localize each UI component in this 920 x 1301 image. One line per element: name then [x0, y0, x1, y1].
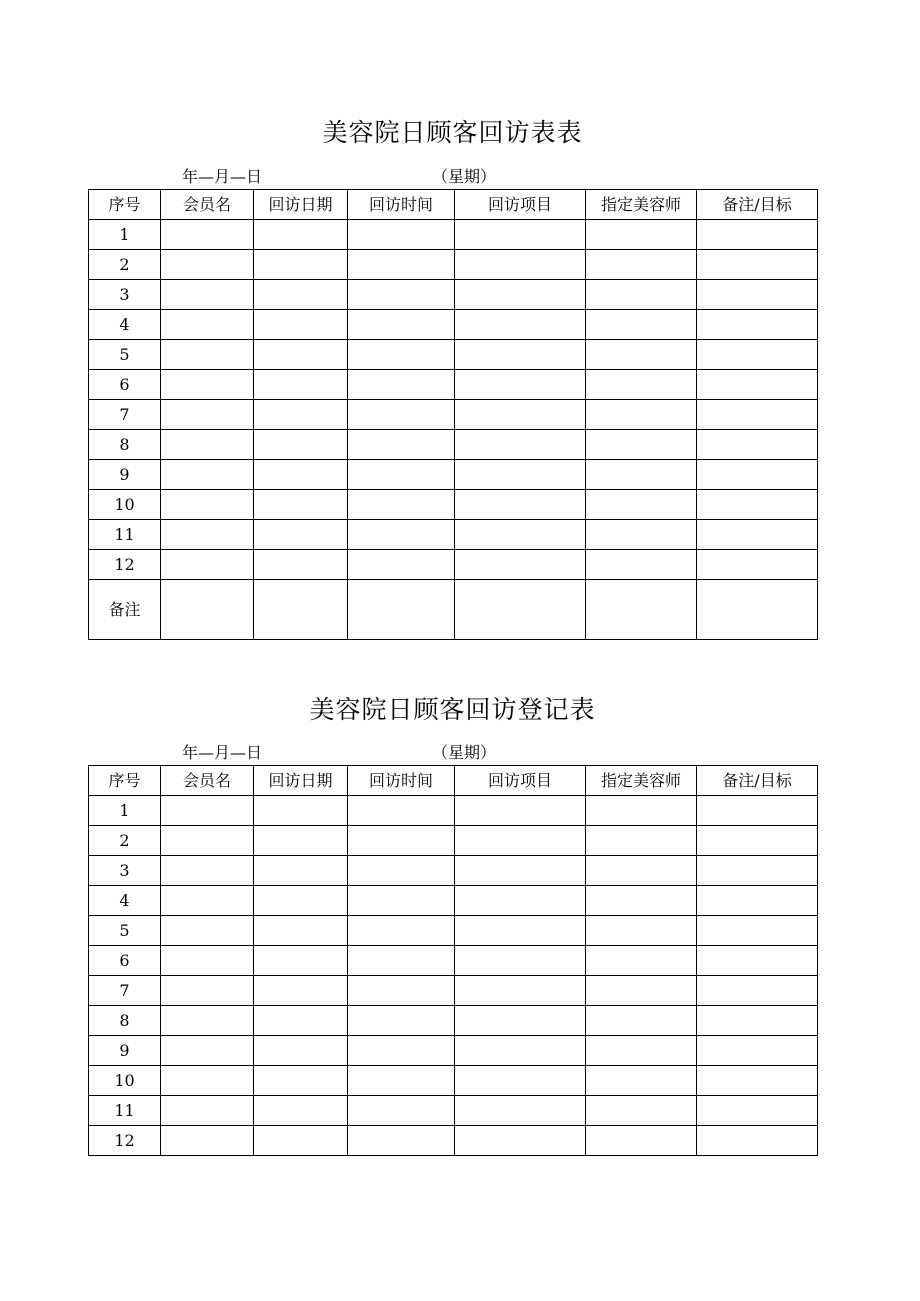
row-number: 9	[89, 460, 161, 490]
beautician-cell[interactable]	[586, 280, 697, 310]
beautician-cell[interactable]	[586, 856, 697, 886]
date-label: 年—月—日	[182, 743, 263, 762]
visit-item-cell[interactable]	[455, 1006, 586, 1036]
visit-date-cell[interactable]	[254, 400, 348, 430]
beautician-cell[interactable]	[586, 520, 697, 550]
visit-date-cell[interactable]	[254, 826, 348, 856]
visit-date-cell[interactable]	[254, 1096, 348, 1126]
row-number: 7	[89, 976, 161, 1006]
col-header-visit-date: 回访日期	[254, 766, 348, 796]
visit-item-cell[interactable]	[455, 1096, 586, 1126]
visit-table	[88, 189, 818, 640]
remarks-row	[89, 580, 818, 640]
header-row	[89, 766, 818, 796]
visit-date-cell[interactable]	[254, 220, 348, 250]
visit-item-cell[interactable]	[455, 370, 586, 400]
visit-date-cell[interactable]	[254, 280, 348, 310]
remarks-cell[interactable]	[348, 580, 455, 640]
notes-cell[interactable]	[697, 520, 818, 550]
member-name-cell[interactable]	[161, 1126, 254, 1156]
visit-item-cell[interactable]	[455, 1036, 586, 1066]
table-row	[89, 886, 818, 916]
visit-time-cell[interactable]	[348, 1006, 455, 1036]
table-row	[89, 550, 818, 580]
date-line	[88, 166, 817, 188]
col-header-beautician: 指定美容师	[586, 190, 697, 220]
table-row	[89, 460, 818, 490]
row-number: 9	[89, 1036, 161, 1066]
row-number: 12	[89, 550, 161, 580]
notes-cell[interactable]	[697, 310, 818, 340]
table-row	[89, 490, 818, 520]
visit-time-cell[interactable]	[348, 1066, 455, 1096]
visit-date-cell[interactable]	[254, 856, 348, 886]
row-number: 10	[89, 1066, 161, 1096]
member-name-cell[interactable]	[161, 550, 254, 580]
notes-cell[interactable]	[697, 220, 818, 250]
member-name-cell[interactable]	[161, 250, 254, 280]
visit-item-cell[interactable]	[455, 886, 586, 916]
table-row	[89, 1096, 818, 1126]
member-name-cell[interactable]	[161, 520, 254, 550]
col-header-notes-goal: 备注/目标	[697, 766, 818, 796]
beautician-cell[interactable]	[586, 796, 697, 826]
visit-date-cell[interactable]	[254, 250, 348, 280]
date-label: 年—月—日	[182, 167, 263, 186]
visit-item-cell[interactable]	[455, 400, 586, 430]
col-header-notes-goal: 备注/目标	[697, 190, 818, 220]
visit-date-cell[interactable]	[254, 550, 348, 580]
remarks-label: 备注	[89, 580, 161, 640]
col-header-member-name: 会员名	[161, 190, 254, 220]
member-name-cell[interactable]	[161, 490, 254, 520]
table-row	[89, 220, 818, 250]
visit-time-cell[interactable]	[348, 976, 455, 1006]
form-title: 美容院日顾客回访表表	[322, 118, 583, 147]
visit-time-cell[interactable]	[348, 1096, 455, 1126]
table-row	[89, 340, 818, 370]
visit-item-cell[interactable]	[455, 310, 586, 340]
visit-date-cell[interactable]	[254, 886, 348, 916]
beautician-cell[interactable]	[586, 976, 697, 1006]
visit-time-cell[interactable]	[348, 400, 455, 430]
member-name-cell[interactable]	[161, 976, 254, 1006]
notes-cell[interactable]	[697, 976, 818, 1006]
notes-cell[interactable]	[697, 886, 818, 916]
notes-cell[interactable]	[697, 826, 818, 856]
table-row	[89, 1006, 818, 1036]
member-name-cell[interactable]	[161, 430, 254, 460]
visit-time-cell[interactable]	[348, 550, 455, 580]
visit-time-cell[interactable]	[348, 520, 455, 550]
notes-cell[interactable]	[697, 856, 818, 886]
visit-time-cell[interactable]	[348, 220, 455, 250]
col-header-number: 序号	[89, 190, 161, 220]
notes-cell[interactable]	[697, 280, 818, 310]
col-header-visit-item: 回访项目	[455, 190, 586, 220]
notes-cell[interactable]	[697, 1126, 818, 1156]
table-row	[89, 1126, 818, 1156]
member-name-cell[interactable]	[161, 1036, 254, 1066]
visit-time-cell[interactable]	[348, 826, 455, 856]
visit-date-cell[interactable]	[254, 340, 348, 370]
member-name-cell[interactable]	[161, 220, 254, 250]
visit-item-cell[interactable]	[455, 946, 586, 976]
beautician-cell[interactable]	[586, 550, 697, 580]
row-number: 6	[89, 370, 161, 400]
table-row	[89, 520, 818, 550]
visit-item-cell[interactable]	[455, 490, 586, 520]
table-row	[89, 916, 818, 946]
beautician-cell[interactable]	[586, 1036, 697, 1066]
table-row	[89, 1066, 818, 1096]
table-row	[89, 946, 818, 976]
notes-cell[interactable]	[697, 1066, 818, 1096]
visit-date-cell[interactable]	[254, 976, 348, 1006]
notes-cell[interactable]	[697, 460, 818, 490]
notes-cell[interactable]	[697, 1006, 818, 1036]
visit-item-cell[interactable]	[455, 460, 586, 490]
member-name-cell[interactable]	[161, 856, 254, 886]
row-number: 5	[89, 340, 161, 370]
member-name-cell[interactable]	[161, 1096, 254, 1126]
visit-date-cell[interactable]	[254, 946, 348, 976]
member-name-cell[interactable]	[161, 1066, 254, 1096]
visit-time-cell[interactable]	[348, 886, 455, 916]
table-row	[89, 370, 818, 400]
notes-cell[interactable]	[697, 400, 818, 430]
visit-time-cell[interactable]	[348, 1036, 455, 1066]
col-header-number: 序号	[89, 766, 161, 796]
notes-cell[interactable]	[697, 430, 818, 460]
visit-date-cell[interactable]	[254, 460, 348, 490]
visit-time-cell[interactable]	[348, 1126, 455, 1156]
row-number: 8	[89, 430, 161, 460]
visit-date-cell[interactable]	[254, 1006, 348, 1036]
beautician-cell[interactable]	[586, 1006, 697, 1036]
row-number: 12	[89, 1126, 161, 1156]
form-title: 美容院日顾客回访登记表	[309, 695, 596, 724]
table-row	[89, 280, 818, 310]
row-number: 8	[89, 1006, 161, 1036]
col-header-visit-time: 回访时间	[348, 190, 455, 220]
col-header-beautician: 指定美容师	[586, 766, 697, 796]
notes-cell[interactable]	[697, 250, 818, 280]
notes-cell[interactable]	[697, 550, 818, 580]
visit-time-cell[interactable]	[348, 370, 455, 400]
col-header-member-name: 会员名	[161, 766, 254, 796]
remarks-cell[interactable]	[254, 580, 348, 640]
row-number: 1	[89, 796, 161, 826]
visit-item-cell[interactable]	[455, 340, 586, 370]
beautician-cell[interactable]	[586, 430, 697, 460]
table-row	[89, 856, 818, 886]
visit-time-cell[interactable]	[348, 340, 455, 370]
notes-cell[interactable]	[697, 1036, 818, 1066]
visit-date-cell[interactable]	[254, 310, 348, 340]
row-number: 3	[89, 280, 161, 310]
visit-time-cell[interactable]	[348, 460, 455, 490]
beautician-cell[interactable]	[586, 826, 697, 856]
visit-time-cell[interactable]	[348, 796, 455, 826]
beautician-cell[interactable]	[586, 310, 697, 340]
visit-date-cell[interactable]	[254, 370, 348, 400]
table-row	[89, 796, 818, 826]
visit-time-cell[interactable]	[348, 310, 455, 340]
row-number: 4	[89, 310, 161, 340]
row-number: 4	[89, 886, 161, 916]
visit-date-cell[interactable]	[254, 1126, 348, 1156]
table-row	[89, 976, 818, 1006]
remarks-cell[interactable]	[161, 580, 254, 640]
beautician-cell[interactable]	[586, 460, 697, 490]
visit-time-cell[interactable]	[348, 490, 455, 520]
beautician-cell[interactable]	[586, 946, 697, 976]
visit-time-cell[interactable]	[348, 280, 455, 310]
table-row	[89, 400, 818, 430]
visit-date-cell[interactable]	[254, 796, 348, 826]
row-number: 5	[89, 916, 161, 946]
header-row	[89, 190, 818, 220]
visit-item-cell[interactable]	[455, 220, 586, 250]
visit-item-cell[interactable]	[455, 280, 586, 310]
beautician-cell[interactable]	[586, 1126, 697, 1156]
beautician-cell[interactable]	[586, 1096, 697, 1126]
visit-date-cell[interactable]	[254, 916, 348, 946]
visit-date-cell[interactable]	[254, 490, 348, 520]
row-number: 6	[89, 946, 161, 976]
beautician-cell[interactable]	[586, 220, 697, 250]
table-row	[89, 430, 818, 460]
visit-time-cell[interactable]	[348, 916, 455, 946]
member-name-cell[interactable]	[161, 400, 254, 430]
beautician-cell[interactable]	[586, 370, 697, 400]
row-number: 2	[89, 826, 161, 856]
remarks-cell[interactable]	[586, 580, 697, 640]
member-name-cell[interactable]	[161, 460, 254, 490]
visit-time-cell[interactable]	[348, 856, 455, 886]
beautician-cell[interactable]	[586, 490, 697, 520]
row-number: 11	[89, 520, 161, 550]
table-row	[89, 826, 818, 856]
visit-item-cell[interactable]	[455, 976, 586, 1006]
visit-time-cell[interactable]	[348, 250, 455, 280]
member-name-cell[interactable]	[161, 370, 254, 400]
visit-item-cell[interactable]	[455, 1066, 586, 1096]
visit-time-cell[interactable]	[348, 946, 455, 976]
row-number: 3	[89, 856, 161, 886]
visit-item-cell[interactable]	[455, 430, 586, 460]
beautician-cell[interactable]	[586, 916, 697, 946]
notes-cell[interactable]	[697, 916, 818, 946]
row-number: 2	[89, 250, 161, 280]
visit-item-cell[interactable]	[455, 796, 586, 826]
notes-cell[interactable]	[697, 370, 818, 400]
visit-date-cell[interactable]	[254, 520, 348, 550]
table-row	[89, 250, 818, 280]
col-header-visit-time: 回访时间	[348, 766, 455, 796]
notes-cell[interactable]	[697, 946, 818, 976]
weekday-label: （星期）	[432, 167, 497, 186]
notes-cell[interactable]	[697, 340, 818, 370]
member-name-cell[interactable]	[161, 310, 254, 340]
visit-item-cell[interactable]	[455, 826, 586, 856]
notes-cell[interactable]	[697, 796, 818, 826]
weekday-label: （星期）	[432, 743, 497, 762]
visit-date-cell[interactable]	[254, 1066, 348, 1096]
beautician-cell[interactable]	[586, 250, 697, 280]
member-name-cell[interactable]	[161, 946, 254, 976]
row-number: 7	[89, 400, 161, 430]
notes-cell[interactable]	[697, 490, 818, 520]
member-name-cell[interactable]	[161, 886, 254, 916]
member-name-cell[interactable]	[161, 916, 254, 946]
visit-date-cell[interactable]	[254, 430, 348, 460]
remarks-cell[interactable]	[455, 580, 586, 640]
member-name-cell[interactable]	[161, 340, 254, 370]
row-number: 1	[89, 220, 161, 250]
row-number: 10	[89, 490, 161, 520]
row-number: 11	[89, 1096, 161, 1126]
member-name-cell[interactable]	[161, 280, 254, 310]
visit-time-cell[interactable]	[348, 430, 455, 460]
notes-cell[interactable]	[697, 1096, 818, 1126]
remarks-cell[interactable]	[697, 580, 818, 640]
beautician-cell[interactable]	[586, 340, 697, 370]
beautician-cell[interactable]	[586, 400, 697, 430]
member-name-cell[interactable]	[161, 826, 254, 856]
visit-item-cell[interactable]	[455, 856, 586, 886]
visit-item-cell[interactable]	[455, 1126, 586, 1156]
member-name-cell[interactable]	[161, 796, 254, 826]
member-name-cell[interactable]	[161, 1006, 254, 1036]
visit-item-cell[interactable]	[455, 250, 586, 280]
table-row	[89, 310, 818, 340]
visit-item-cell[interactable]	[455, 916, 586, 946]
visit-date-cell[interactable]	[254, 1036, 348, 1066]
beautician-cell[interactable]	[586, 886, 697, 916]
col-header-visit-date: 回访日期	[254, 190, 348, 220]
visit-item-cell[interactable]	[455, 550, 586, 580]
visit-table	[88, 765, 818, 1156]
date-line	[88, 742, 817, 764]
col-header-visit-item: 回访项目	[455, 766, 586, 796]
beautician-cell[interactable]	[586, 1066, 697, 1096]
table-row	[89, 1036, 818, 1066]
visit-item-cell[interactable]	[455, 520, 586, 550]
